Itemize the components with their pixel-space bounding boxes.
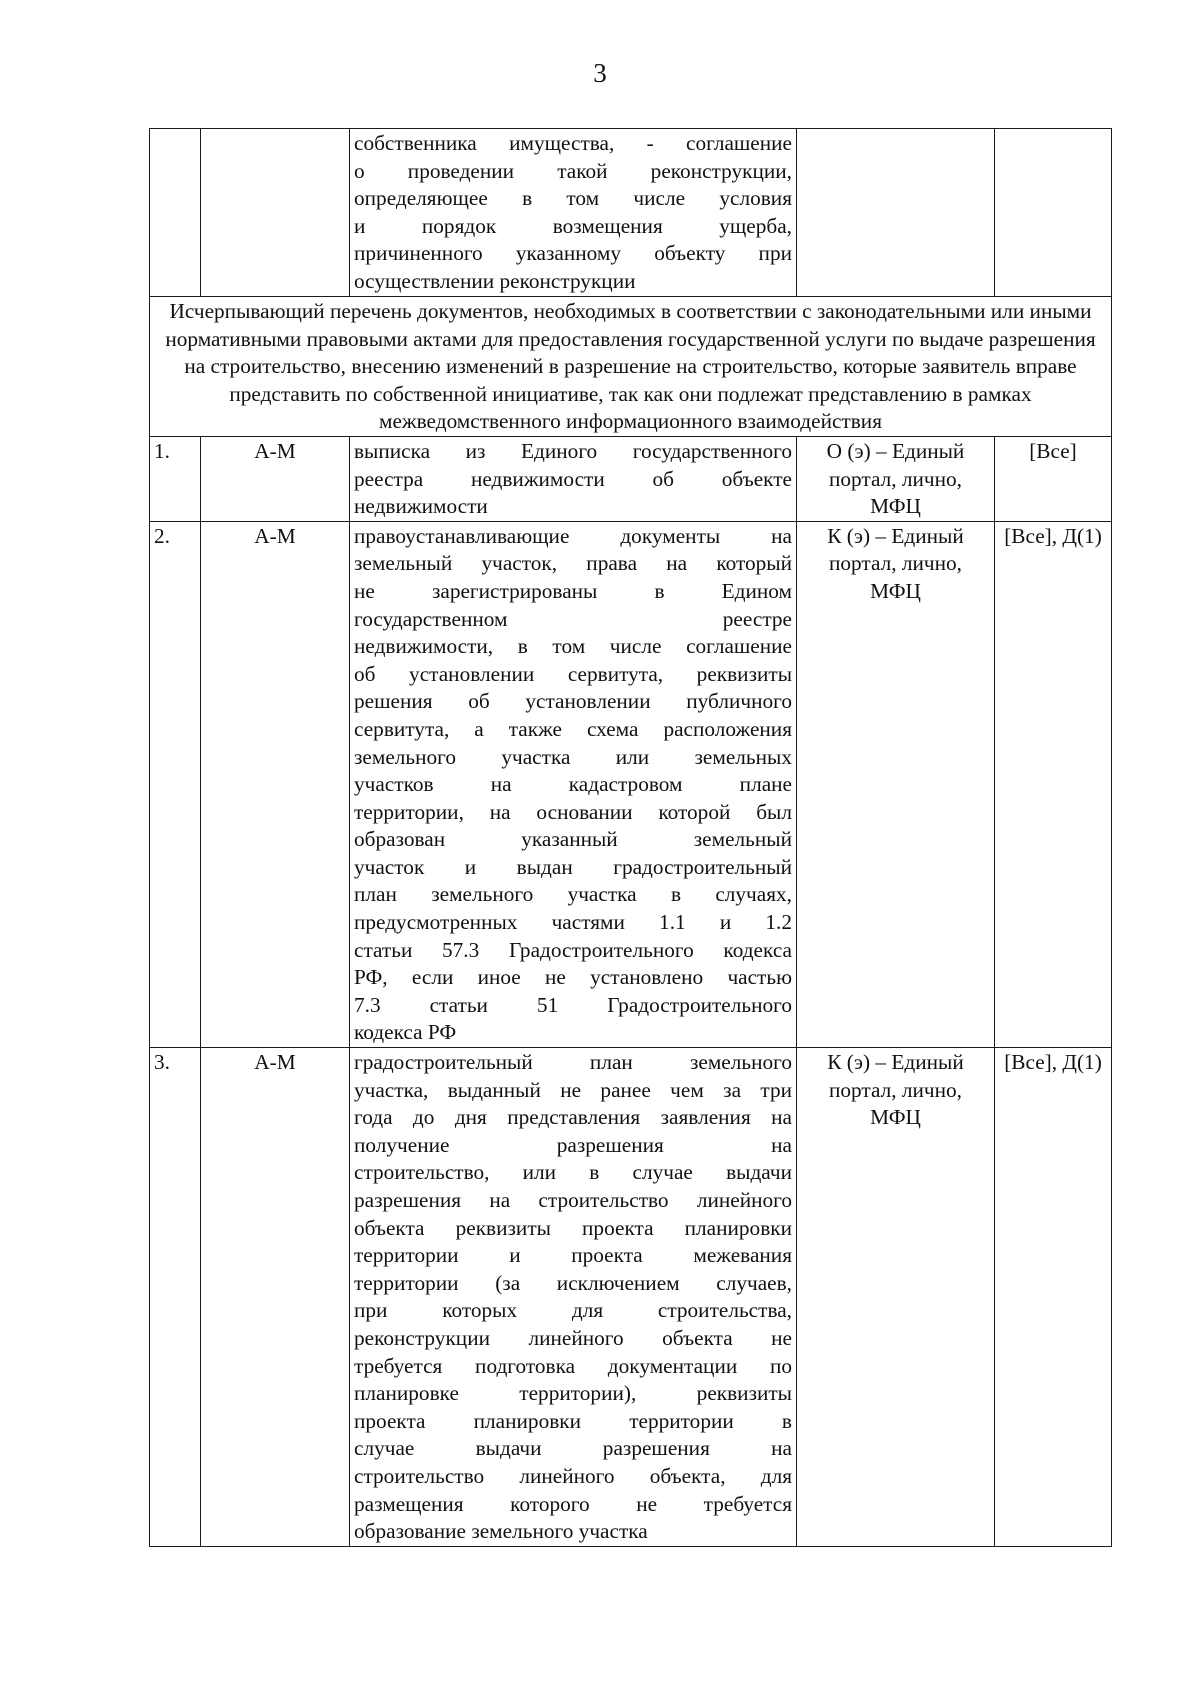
description-cell [350,129,797,297]
description-line: участок и выдан градостроительный [354,854,792,879]
description-line: и порядок возмещения ущерба, [354,213,792,238]
row-applicant-group: [Все], Д(1) [995,1048,1112,1547]
description-line: градостроительный план земельного [354,1050,792,1075]
section-heading-row [150,297,1112,437]
description-line: территории (за исключением случаев, [354,1270,792,1295]
description-line: участка, выданный не ранее чем за три [354,1077,792,1102]
group-cell [995,129,1112,297]
description-line: объекта реквизиты проекта планировки [354,1215,792,1240]
description-line: кодекса РФ [354,1020,457,1045]
description-line: правоустанавливающие документы на [354,523,792,548]
row-code: А-М [201,436,350,521]
description-line: земельный участок, права на который [354,551,792,576]
description-line: государственном реестре [354,606,792,631]
table-row [150,521,1112,1047]
description-line: сервитута, а также схема расположения [354,716,792,741]
row-submission-method: К (э) – Единый портал, лично, МФЦ [797,1048,995,1547]
description-line: статьи 57.3 Градостроительного кодекса [354,937,792,962]
method-cell [797,129,995,297]
description-line: реконструкции линейного объекта не [354,1325,792,1350]
description-line: образование земельного участка [354,1519,648,1544]
description-line: разрешения на строительство линейного [354,1188,792,1212]
row-description [350,521,797,1047]
row-number: 3. [150,1048,201,1547]
description-line: года до дня представления заявления на [354,1105,792,1130]
row-submission-method: К (э) – Единый портал, лично, МФЦ [797,521,995,1047]
description-line: причиненного указанному объекту при [354,241,792,266]
table-row [150,436,1112,521]
description-line: земельного участка или земельных [354,744,792,769]
description-line: 7.3 статьи 51 Градостроительного [354,992,792,1017]
description-line: выписка из Единого государственного [354,438,792,463]
description-line: строительство линейного объекта, для [354,1463,792,1488]
page-number: 3 [593,58,607,88]
row-number: 1. [150,436,201,521]
table-row [150,1048,1112,1547]
description-line: решения об установлении публичного [354,689,792,714]
description-line: при которых для строительства, [354,1298,792,1323]
num-cell [150,129,201,297]
description-line: образован указанный земельный [354,827,792,852]
row-submission-method: О (э) – Единый портал, лично, МФЦ [797,436,995,521]
description-line: территории, на основании которой был [354,799,792,824]
description-line: территории и проекта межевания [354,1243,792,1268]
description-line: осуществлении реконструкции [354,268,636,293]
description-line: размещения которого не требуется [354,1491,792,1516]
description-line: строительство, или в случае выдачи [354,1160,792,1185]
row-applicant-group: [Все] [995,436,1112,521]
row-number: 2. [150,521,201,1047]
description-line: требуется подготовка документации по [354,1353,792,1378]
code-cell [201,129,350,297]
description-line: собственника имущества, - соглашение [354,131,792,155]
description-line: участков на кадастровом плане [354,772,792,797]
description-line: о проведении такой реконструкции, [354,158,792,183]
description-line: РФ, если иное не установлено частью [354,965,792,990]
description-line: определяющее в том числе условия [354,186,792,211]
row-description [350,1048,797,1547]
description-line: случае выдачи разрешения на [354,1436,792,1461]
description-line: реестра недвижимости об объекте [354,466,792,491]
description-line: недвижимости [354,494,488,519]
description-line: об установлении сервитута, реквизиты [354,661,792,686]
description-line: проекта планировки территории в [354,1408,792,1433]
row-code: А-М [201,521,350,1047]
row-description [350,436,797,521]
row-applicant-group: [Все], Д(1) [995,521,1112,1047]
description-line: предусмотренных частями 1.1 и 1.2 [354,910,792,935]
row-code: А-М [201,1048,350,1547]
description-line: не зарегистрированы в Едином [354,578,792,603]
description-line: планировке территории), реквизиты [354,1381,792,1406]
table-row-carryover [150,129,1112,297]
section-heading: Исчерпывающий перечень документов, необходимых в соответствии с законодательными или иными нормативными правовыми актами для предоставления государственной услуги по выдаче разрешения на строительство, внесению изменений в разрешение на строительство, которые заявитель вправе представить по собственной инициативе, так как они подлежат представлению в рамках межведомственного информационного взаимодействия [150,297,1112,437]
documents-table [149,128,1112,1547]
description-line: план земельного участка в случаях, [354,882,792,907]
description-line: недвижимости, в том числе соглашение [354,634,792,659]
description-line: получение разрешения на [354,1132,792,1157]
